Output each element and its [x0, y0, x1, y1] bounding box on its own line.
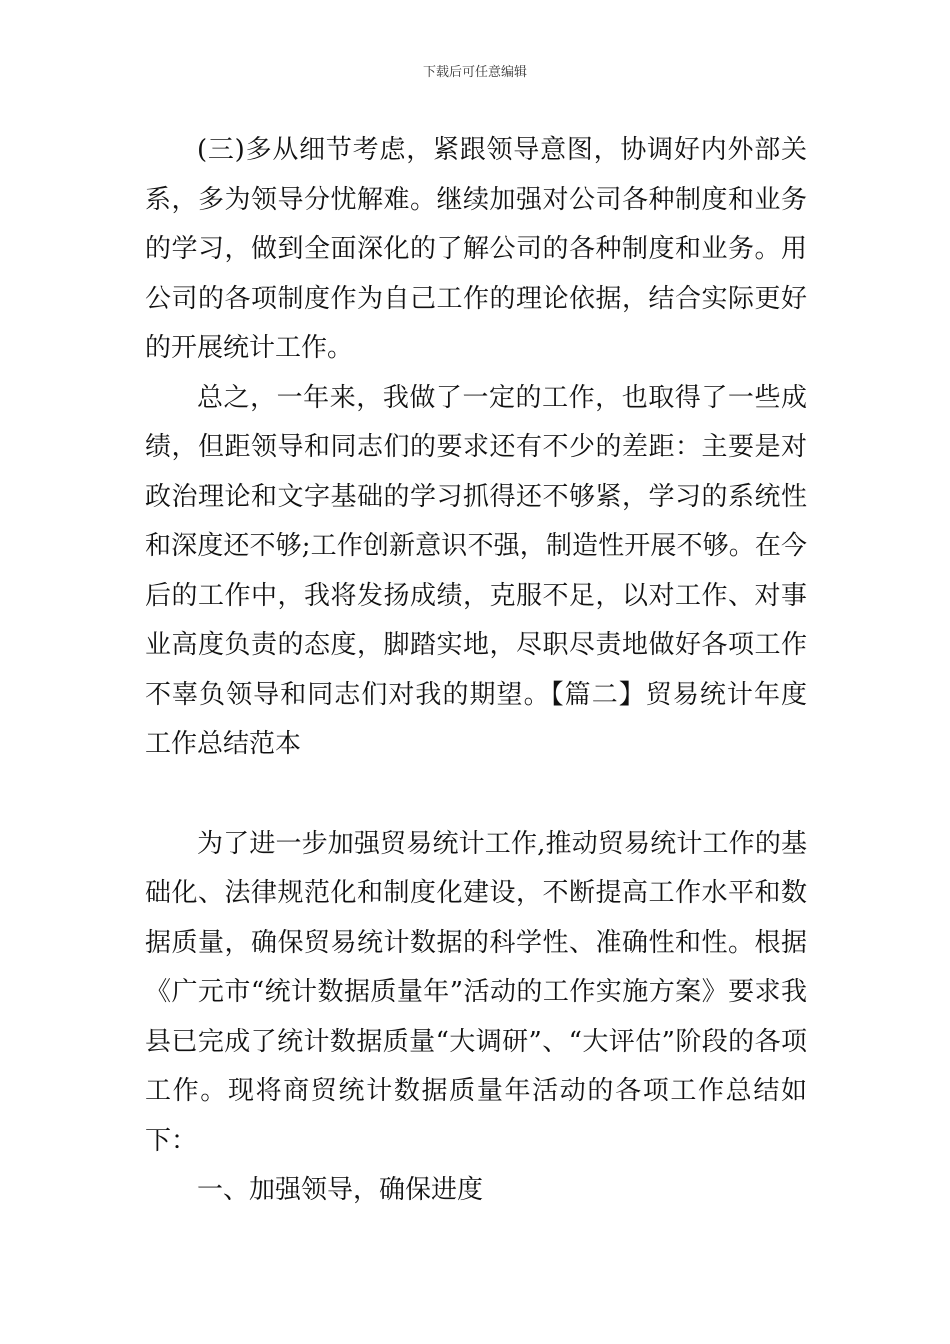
header-note: 下载后可任意编辑: [422, 65, 527, 80]
paragraph-gap: [145, 770, 807, 820]
document-body: [145, 126, 807, 1216]
paragraph-summary: 总之，一年来，我做了一定的工作，也取得了一些成绩，但距领导和同志们的要求还有不少的差距：主要是对政治理论和文字基础的学习抓得还不够紧，学习的系统性和深度还不够;工作创新意识不强，制造性开展不够。在今后的工作中，我将发扬成绩，克服不足，以对工作、对事业高度负责的态度，脚踏实地，尽职尽责地做好各项工作不辜负领导和同志们对我的期望。【篇二】贸易统计年度工作总结范本: [145, 382, 807, 759]
paragraph-section-three: (三)多从细节考虑，紧跟领导意图，协调好内外部关系，多为领导分忧解难。继续加强对公司各种制度和业务的学习，做到全面深化的了解公司的各种制度和业务。用公司的各项制度作为自己工作的理论依据，结合实际更好的开展统计工作。: [145, 135, 807, 363]
section-heading-strengthen-leadership: 一、加强领导，确保进度: [197, 1175, 484, 1205]
paragraph-intro-trade-statistics: 为了进一步加强贸易统计工作,推动贸易统计工作的基础化、法律规范化和制度化建设，不断提高工作水平和数据质量，确保贸易统计数据的科学性、准确性和性。根据《广元市“统计数据质量年”活动的工作实施方案》要求我县已完成了统计数据质量“大调研”、“大评估”阶段的各项工作。现将商贸统计数据质量年活动的各项工作总结如下：: [145, 828, 807, 1156]
